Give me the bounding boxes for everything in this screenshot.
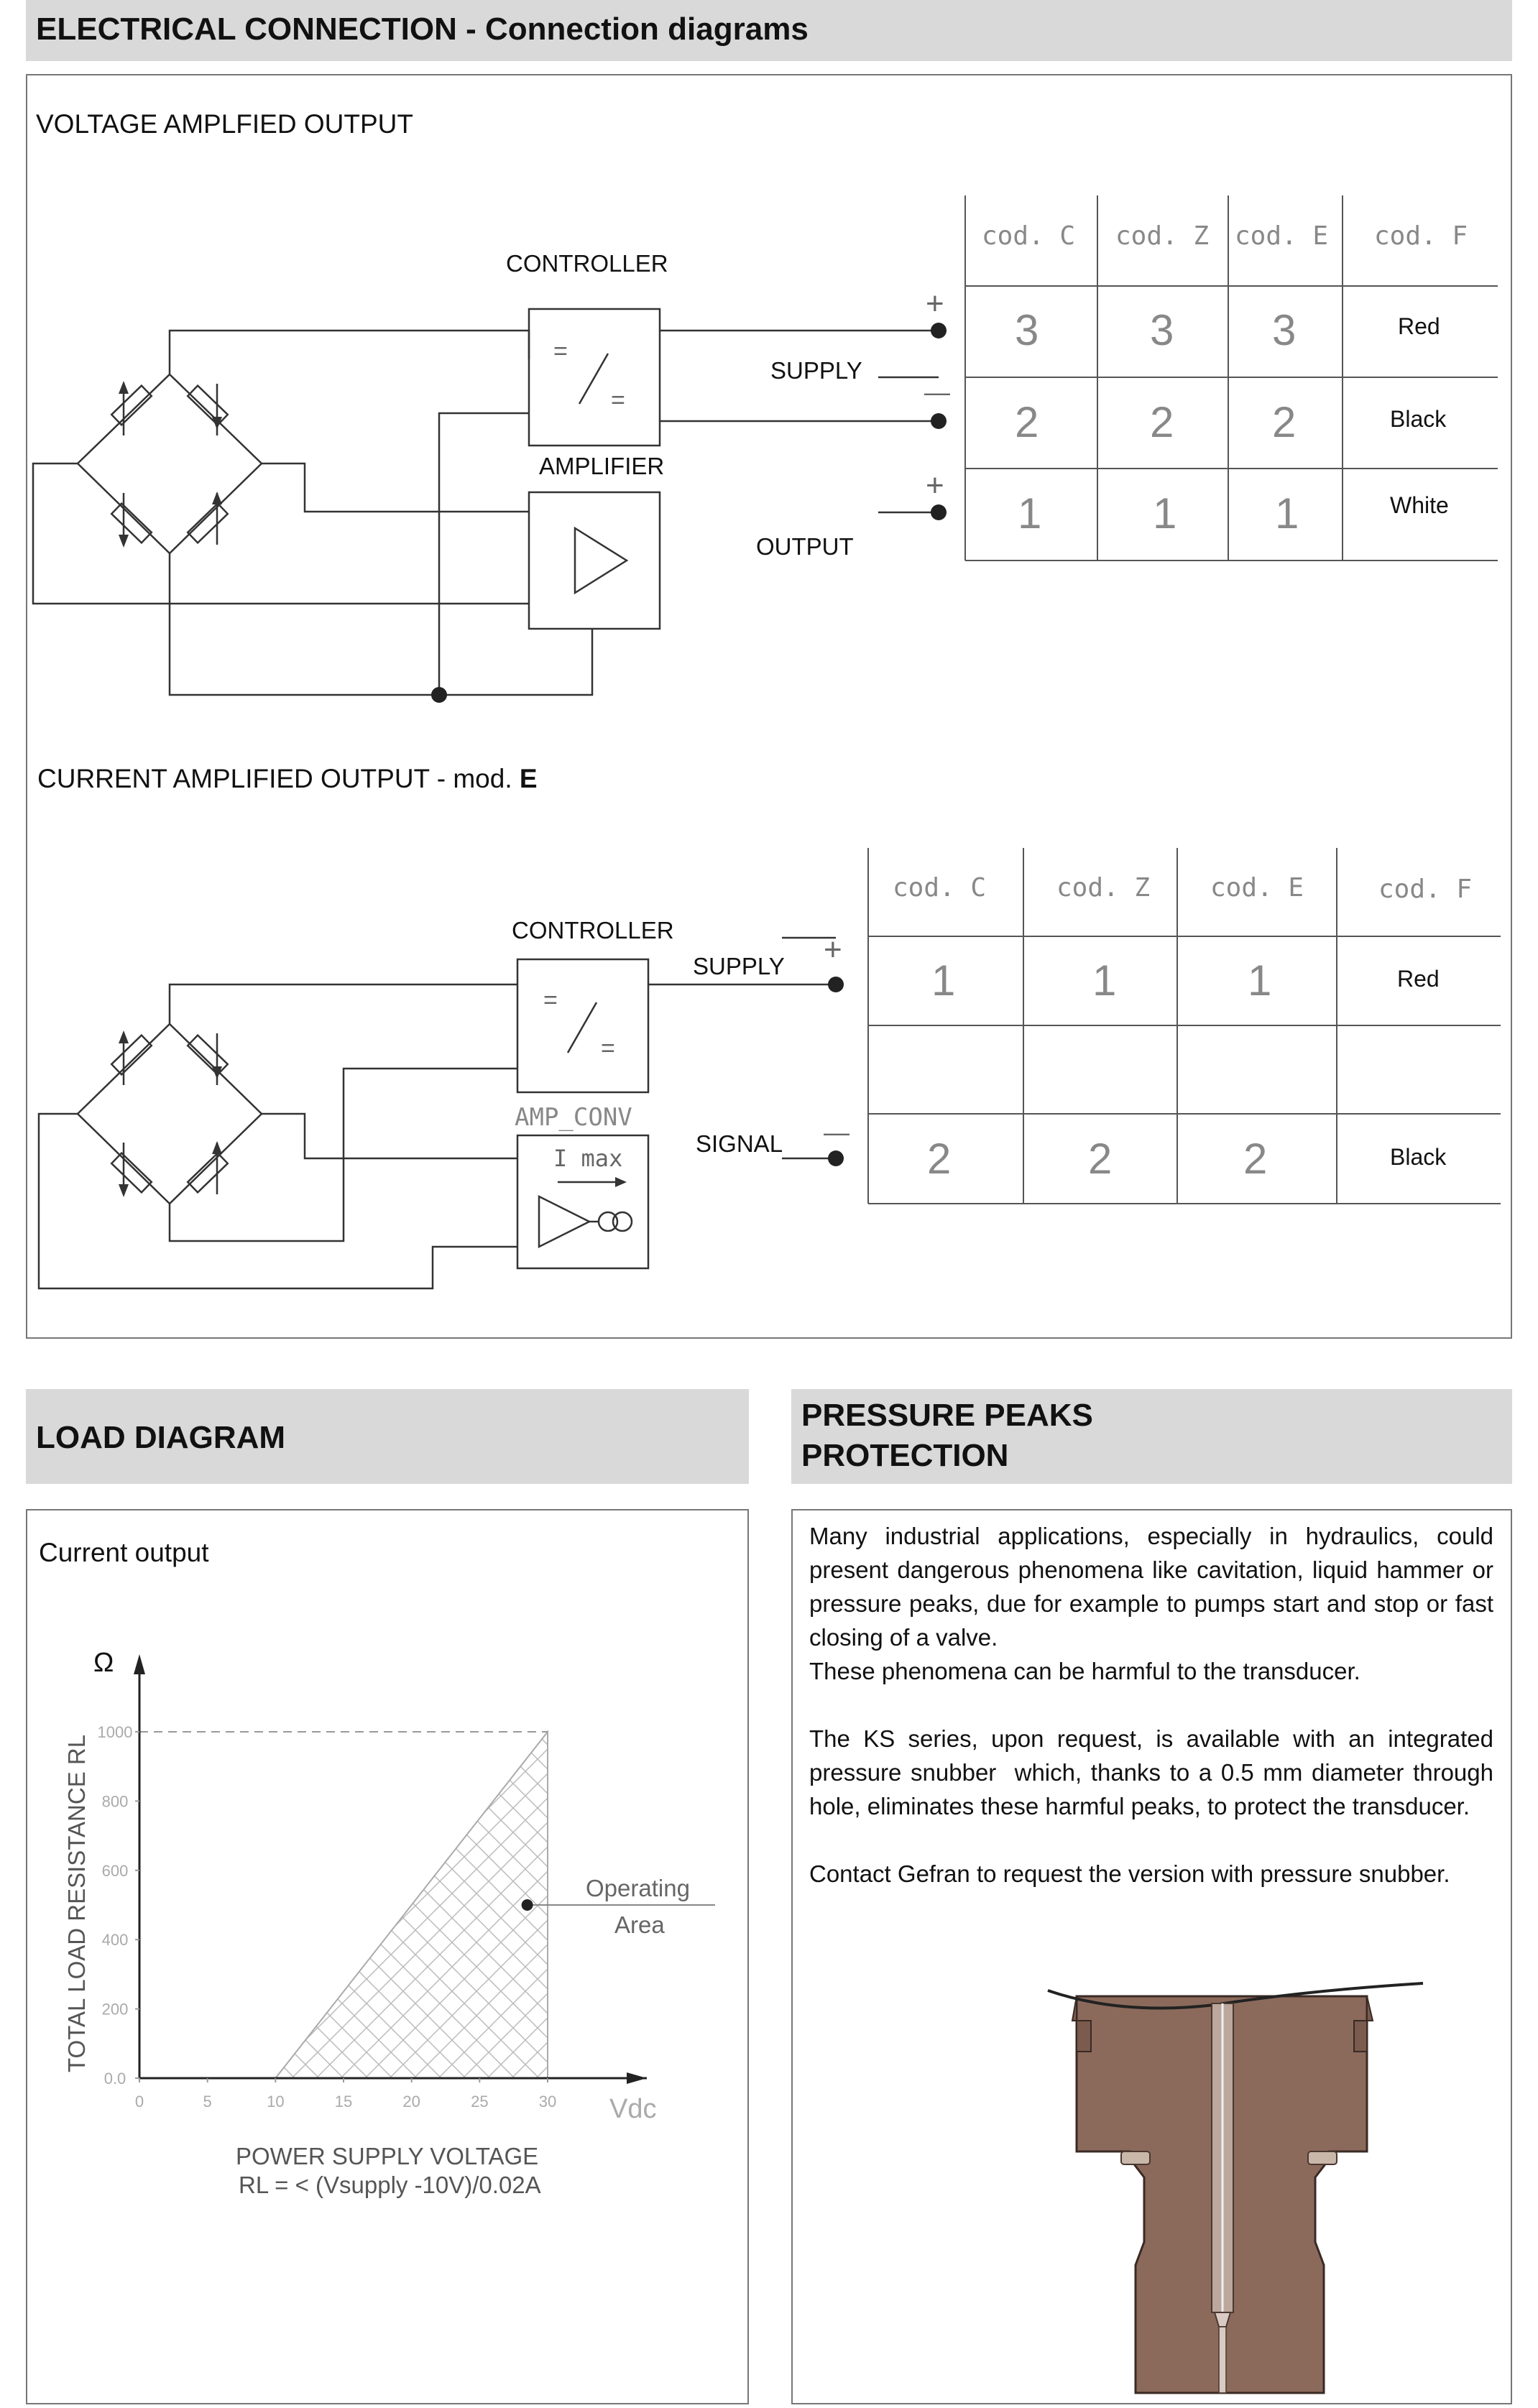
x-tick-label: 0 bbox=[134, 2093, 144, 2111]
chart-formula: RL = < (Vsupply -10V)/0.02A bbox=[239, 2172, 541, 2198]
chart-area-label-1: Operating bbox=[586, 1875, 690, 1901]
voltage-table-header-z: cod. Z bbox=[1115, 221, 1210, 251]
chart-area-label-2: Area bbox=[614, 1911, 665, 1938]
voltage-plus-2: + bbox=[926, 468, 944, 503]
current-controller-symbol-a: = bbox=[543, 987, 558, 1014]
y-tick-label: 0.0 bbox=[103, 2070, 126, 2088]
y-tick-label: 600 bbox=[101, 1861, 129, 1880]
current-signal-label: SIGNAL bbox=[696, 1130, 783, 1157]
x-tick-label: 30 bbox=[538, 2093, 557, 2111]
chart-xlabel: POWER SUPPLY VOLTAGE bbox=[236, 2143, 539, 2169]
voltage-cell-r3-z: 1 bbox=[1153, 489, 1177, 538]
voltage-supply-label: SUPPLY bbox=[770, 357, 862, 384]
current-minus: — bbox=[824, 1117, 849, 1147]
x-tick-label: 10 bbox=[267, 2093, 285, 2111]
voltage-table-header-e: cod. E bbox=[1235, 221, 1329, 251]
snubber-body bbox=[1048, 1983, 1423, 2393]
x-tick-label: 20 bbox=[402, 2093, 420, 2111]
voltage-cell-r2-c: 2 bbox=[1015, 398, 1039, 446]
voltage-controller-label: CONTROLLER bbox=[506, 250, 668, 277]
load-subtitle: Current output bbox=[39, 1538, 209, 1567]
current-table-header-e: cod. E bbox=[1210, 873, 1304, 903]
current-heading-prefix: CURRENT AMPLIFIED OUTPUT - mod. bbox=[37, 764, 520, 793]
voltage-cell-r2-z: 2 bbox=[1150, 398, 1174, 446]
pressure-para-4: Contact Gefran to request the version with pressure snubber. bbox=[809, 1860, 1450, 1887]
voltage-controller-symbol-a: = bbox=[553, 338, 568, 365]
voltage-plus-1: + bbox=[926, 286, 944, 321]
voltage-minus: — bbox=[924, 377, 950, 407]
current-table-header-c: cod. C bbox=[893, 873, 987, 903]
current-cell-r1-f: Red bbox=[1397, 966, 1440, 992]
current-heading-bold: E bbox=[519, 764, 538, 793]
current-amp-label: AMP_CONV bbox=[515, 1103, 632, 1132]
y-tick-label: 1000 bbox=[97, 1723, 133, 1741]
voltage-cell-r2-e: 2 bbox=[1272, 398, 1297, 446]
current-plus: + bbox=[824, 932, 842, 967]
voltage-amplifier-label: AMPLIFIER bbox=[539, 453, 665, 479]
current-cell-r3-f: Black bbox=[1390, 1144, 1447, 1170]
voltage-cell-r1-e: 3 bbox=[1272, 306, 1297, 354]
voltage-cell-r3-e: 1 bbox=[1275, 489, 1299, 538]
current-cell-r3-e: 2 bbox=[1243, 1135, 1268, 1183]
voltage-cell-r1-c: 3 bbox=[1015, 306, 1039, 354]
current-supply-label: SUPPLY bbox=[693, 953, 785, 979]
voltage-heading: VOLTAGE AMPLFIED OUTPUT bbox=[36, 109, 413, 139]
voltage-output-label: OUTPUT bbox=[756, 533, 854, 560]
current-cell-r3-c: 2 bbox=[927, 1135, 952, 1183]
current-controller-symbol-b: = bbox=[601, 1035, 615, 1062]
voltage-cell-r2-f: Black bbox=[1390, 406, 1447, 432]
y-tick-label: 400 bbox=[101, 1931, 129, 1950]
pressure-para-2: These phenomena can be harmful to the transducer. bbox=[809, 1658, 1360, 1684]
x-tick-label: 25 bbox=[471, 2093, 489, 2111]
x-tick-label: 5 bbox=[203, 2093, 212, 2111]
voltage-cell-r1-f: Red bbox=[1398, 313, 1440, 339]
section-title-load: LOAD DIAGRAM bbox=[36, 1420, 286, 1455]
current-table-header-z: cod. Z bbox=[1056, 873, 1151, 903]
voltage-cell-r3-c: 1 bbox=[1018, 489, 1042, 538]
chart-x-unit: Vdc bbox=[609, 2094, 657, 2124]
current-cell-r3-z: 2 bbox=[1088, 1135, 1113, 1183]
current-cell-r1-z: 1 bbox=[1092, 956, 1117, 1005]
voltage-cell-r1-z: 3 bbox=[1150, 306, 1174, 354]
voltage-table-header-f: cod. F bbox=[1374, 221, 1468, 251]
current-imax-label: I max bbox=[553, 1145, 623, 1172]
voltage-cell-r3-f: White bbox=[1390, 492, 1449, 518]
pressure-para-3: The KS series, upon request, is available with an integrated pressure snubber which, thanks to a 0.5 mm diameter through hole, eliminates these harmful peaks, to protect the transducer. bbox=[809, 1725, 1501, 1819]
current-cell-r1-e: 1 bbox=[1248, 956, 1272, 1005]
current-table-header-f: cod. F bbox=[1378, 875, 1473, 904]
y-tick-label: 800 bbox=[101, 1792, 129, 1811]
current-cell-r1-c: 1 bbox=[931, 956, 956, 1005]
chart-y-unit: Ω bbox=[93, 1648, 114, 1678]
chart-ylabel: TOTAL LOAD RESISTANCE RL bbox=[63, 1734, 90, 2072]
section-title-pressure-line2: PROTECTION bbox=[801, 1438, 1009, 1473]
voltage-controller-symbol-b: = bbox=[611, 387, 625, 414]
x-tick-label: 15 bbox=[334, 2093, 353, 2111]
section-title-pressure-line1: PRESSURE PEAKS bbox=[801, 1398, 1093, 1433]
section-title-electrical: ELECTRICAL CONNECTION - Connection diagrams bbox=[36, 11, 809, 47]
pressure-para-1: Many industrial applications, especially in hydraulics, could present dangerous phenomena like cavitation, liquid hammer or pressure peaks, due for example to pumps start and stop or fast closing of a valve. bbox=[809, 1523, 1501, 1651]
voltage-table-header-c: cod. C bbox=[982, 221, 1076, 251]
current-controller-label: CONTROLLER bbox=[512, 917, 674, 944]
y-tick-label: 200 bbox=[101, 2000, 129, 2019]
